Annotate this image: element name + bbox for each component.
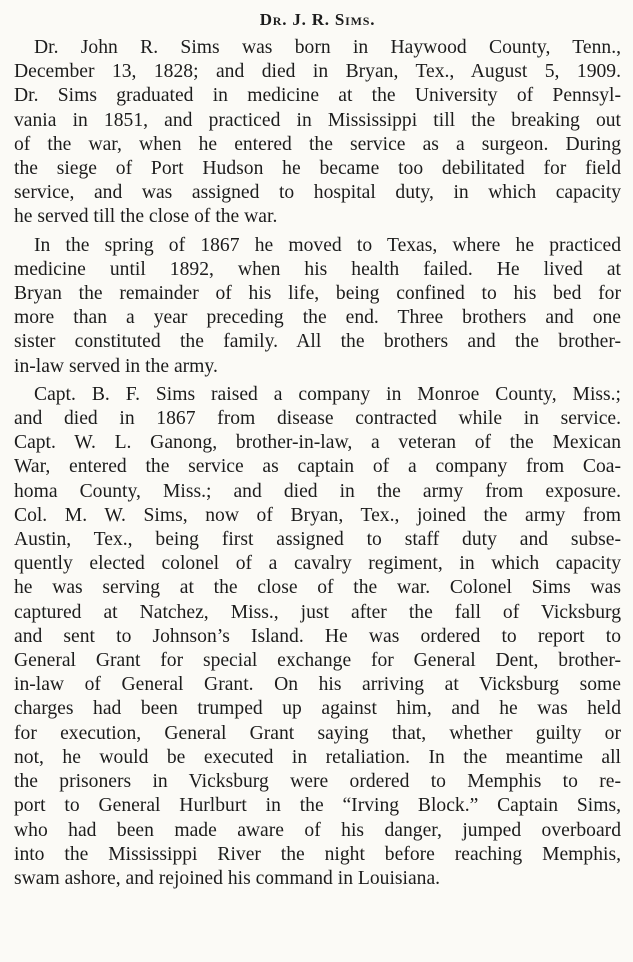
- text-line: vania in 1851, and practiced in Mississippi till the breaking out: [14, 109, 621, 131]
- text-line: he was serving at the close of the war. Colonel Sims was: [14, 577, 621, 599]
- text-line: the prisoners in Vicksburg were ordered to Memphis to re-: [14, 771, 621, 793]
- paragraph: [14, 383, 621, 891]
- text-line: Dr. Sims graduated in medicine at the University of Pennsyl-: [14, 85, 621, 107]
- text-line: captured at Natchez, Miss., just after the fall of Vicksburg: [14, 601, 621, 623]
- text-line: he served till the close of the war.: [14, 206, 278, 228]
- text-line: not, he would be executed in retaliation. In the meantime all: [14, 746, 621, 768]
- text-line: Dr. John R. Sims was born in Haywood County, Tenn.,: [34, 37, 621, 58]
- text-line: medicine until 1892, when his health failed. He lived at: [14, 258, 621, 280]
- article-heading: Dr. J. R. Sims.: [259, 10, 376, 29]
- text-line: port to General Hurlburt in the “Irving Block.” Captain Sims,: [14, 795, 621, 817]
- text-line: Capt. W. L. Ganong, brother-in-law, a veteran of the Mexican: [14, 432, 621, 454]
- article-body: [14, 36, 621, 891]
- text-line: In the spring of 1867 he moved to Texas, where he practiced: [34, 234, 621, 256]
- text-line: Austin, Tex., being first assigned to staff duty and subse-: [14, 529, 621, 551]
- text-line: in-law served in the army.: [14, 355, 218, 377]
- text-line: quently elected colonel of a cavalry regiment, in which capacity: [14, 553, 621, 575]
- text-line: in-law of General Grant. On his arriving at Vicksburg some: [14, 674, 621, 696]
- text-line: Col. M. W. Sims, now of Bryan, Tex., joined the army from: [14, 504, 621, 526]
- text-line: and sent to Johnson’s Island. He was ordered to report to: [14, 625, 621, 647]
- text-line: and died in 1867 from disease contracted while in service.: [14, 408, 621, 430]
- text-line: the siege of Port Hudson he became too debilitated for field: [14, 158, 621, 180]
- text-line: sister constituted the family. All the brothers and the brother-: [14, 331, 621, 353]
- text-line: charges had been trumped up against him, and he was held: [14, 698, 621, 720]
- text-line: into the Mississippi River the night before reaching Memphis,: [14, 843, 621, 865]
- text-line: Bryan the remainder of his life, being confined to his bed for: [14, 283, 621, 305]
- text-line: service, and was assigned to hospital duty, in which capacity: [14, 182, 621, 204]
- paragraph: [14, 234, 621, 379]
- text-line: of the war, when he entered the service as a surgeon. During: [14, 133, 621, 155]
- text-line: more than a year preceding the end. Three brothers and one: [14, 307, 621, 329]
- text-line: swam ashore, and rejoined his command in Louisiana.: [14, 867, 441, 889]
- text-line: December 13, 1828; and died in Bryan, Tex., August 5, 1909.: [14, 61, 621, 83]
- text-line: who had been made aware of his danger, jumped overboard: [14, 819, 621, 841]
- text-line: General Grant for special exchange for General Dent, brother-: [14, 650, 621, 672]
- paragraph: [14, 36, 621, 230]
- text-line: homa County, Miss.; and died in the army from exposure.: [14, 480, 621, 502]
- text-line: for execution, General Grant saying that, whether guilty or: [14, 722, 621, 744]
- text-line: Capt. B. F. Sims raised a company in Monroe County, Miss.;: [34, 383, 621, 405]
- text-line: War, entered the service as captain of a company from Coa-: [14, 456, 621, 478]
